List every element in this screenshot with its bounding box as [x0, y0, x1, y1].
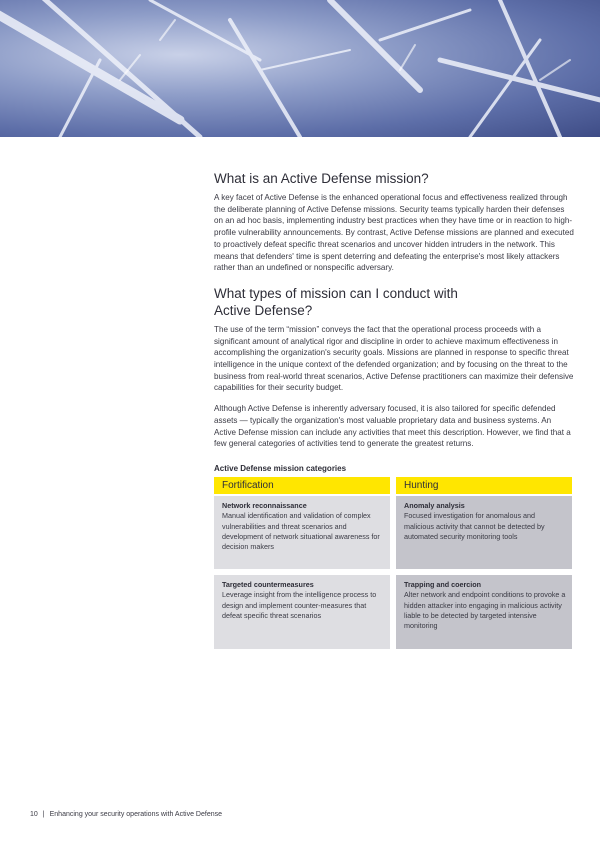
- category-cell-targeted-countermeasures: [214, 575, 390, 649]
- frost-crystal-icon: [0, 0, 600, 137]
- section2-para2: Although Active Defense is inherently adversary focused, it is also tailored for specific defended assets — typically the organization's most valuable proprietary data and business systems. An Active Defense mission can include any activities that meet this description. However, we find that a few general categories of activities tend to generate the greatest returns.: [214, 404, 571, 449]
- hunting-header: Hunting: [396, 477, 572, 494]
- section1-body: A key facet of Active Defense is the enhanced operational focus and effectiveness realized through the deliberate planning of Active Defense missions. Security teams typically harden their defenses on an ad hoc basis, implementing industry best practices when they have time or in reaction to high-profile vulnerability announcements. By contrast, Active Defense missions are planned and executed to proactively defeat specific threat scenarios and uncover hidden intruders in the network. This means that defenders' time is spent deterring and defeating the enterprise's most likely attackers rather than an undefined or nonspecific adversary.: [214, 193, 574, 273]
- footer-separator: |: [42, 811, 45, 818]
- cell-text: Leverage insight from the intelligence process to design and implement counter-measures that defeat specific threat scenarios: [222, 590, 377, 620]
- cell-text: Focused investigation for anomalous and malicious activity that cannot be detected by automated security monitoring tools: [404, 511, 545, 541]
- categories-table: [214, 477, 574, 649]
- section1-heading: What is an Active Defense mission?: [214, 171, 429, 186]
- section2-heading-line1: What types of mission can I conduct with: [214, 285, 458, 301]
- main-content: [214, 170, 574, 649]
- page-footer: [30, 811, 222, 818]
- footer-title: Enhancing your security operations with Active Defense: [49, 811, 222, 818]
- page-number: 10: [30, 811, 38, 818]
- category-cell-trapping-and-coercion: [396, 575, 572, 649]
- hero-image: [0, 0, 600, 137]
- cell-title: Targeted countermeasures: [222, 579, 314, 589]
- section2-para1: The use of the term “mission” conveys the fact that the operational process proceeds with a significant amount of analytical rigor and discipline in order to achieve maximum effectiveness in accomplishing the organization's security goals. Missions are planned in response to specific threat intelligence in the unique context of the defended organization; and by focusing on the threat to the business from real-world threat scenarios, Active Defense practitioners can maximize their defensive capabilities for their security budget.: [214, 324, 574, 393]
- categories-title: Active Defense mission categories: [214, 463, 347, 473]
- cell-title: Trapping and coercion: [404, 579, 482, 589]
- fortification-header: Fortification: [214, 477, 390, 494]
- cell-text: Manual identification and validation of complex vulnerabilities and threat scenarios and development of network situational awareness for decision makers: [222, 511, 380, 552]
- cell-title: Network reconnaissance: [222, 500, 307, 510]
- cell-title: Anomaly analysis: [404, 500, 465, 510]
- category-cell-network-reconnaissance: [214, 496, 390, 569]
- category-cell-anomaly-analysis: [396, 496, 572, 569]
- section2-heading: [214, 285, 574, 319]
- section2-heading-line2: Active Defense?: [214, 302, 313, 318]
- cell-text: Alter network and endpoint conditions to provoke a hidden attacker into engaging in malicious activity liable to be detected by targeted intensive monitoring: [404, 590, 566, 631]
